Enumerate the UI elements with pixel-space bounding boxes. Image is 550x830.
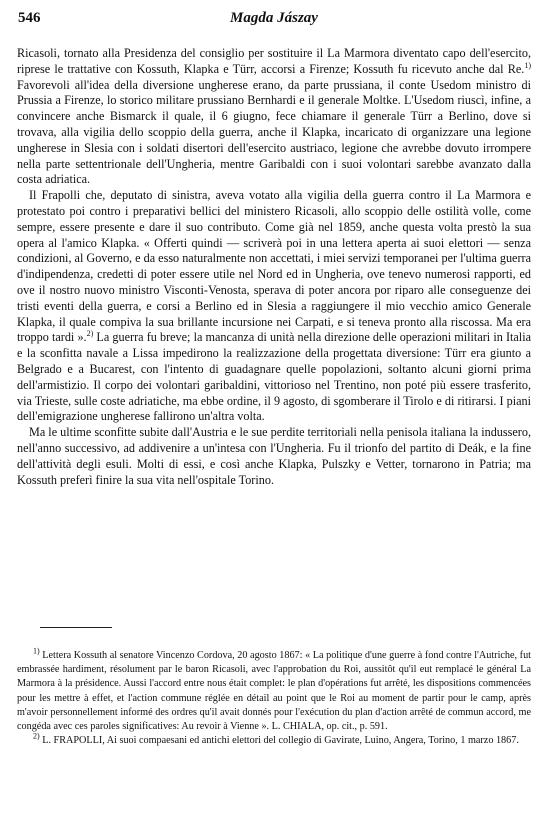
- footnote: [17, 731, 531, 748]
- paragraph: [17, 425, 531, 488]
- footnote-marker: 1): [33, 646, 40, 656]
- paragraph-text: Favorevoli all'idea della diversione ungherese erano, da parte prussiana, il conte Usedom ministro di Prussia a Firenze, lo storico militare prussiano Bernhardi e il generale Moltke. L'Usedom riuscì, infine, a convincere anche Bismarck il quale, il 6 giugno, fece chiamare il generale Türr a Berlino, dove si trovava, alla vigilia dello scoppio della guerra, anche il Klapka, incaricato di organizzare una legione ungherese in Slesia con i soldati disertori dell'esercito austriaco, legione che avrebbe dovuto irrompere nella parte settentrionale dell'Ungheria, mentre Garibaldi con i suoi volontari sarebbe avanzato dalla costa adriatica.: [17, 77, 531, 187]
- footnote-marker: 2): [33, 731, 40, 741]
- paragraph: [17, 46, 531, 188]
- page-number: 546: [18, 10, 41, 26]
- page-header: [18, 10, 530, 32]
- footnote-ref: 1): [524, 60, 531, 70]
- footnote-text: L. FRAPOLLI, Ai suoi compaesani ed antichi elettori del collegio di Gavirate, Luino, Angera, Torino, 1 marzo 1867.: [39, 735, 519, 747]
- main-text: [17, 46, 531, 488]
- footnotes: [17, 646, 531, 748]
- paragraph-text: Ricasoli, tornato alla Presidenza del consiglio per sostituire il La Marmora diventato capo dell'esercito, riprese le trattative con Kossuth, Klapka e Türr, accorsi a Firenze; Kossuth fu ricevuto anche dal Re.: [17, 46, 531, 76]
- footnote-separator: [40, 627, 112, 628]
- footnote-text: Lettera Kossuth al senatore Vincenzo Cordova, 20 agosto 1867: « La politique d'une guerre à fond contre l'Autriche, fut embrassée hardiment, résolument par le baron Ricasoli, avec l'approbation du Roi, aussitôt qu'il eut remplacé le général La Marmora à la présidence. Aussi l'accord entre nous était complet: le plan d'opérations fut arrêté, les dispositions commencées pour les mettre à effet, et l'action commune réglée en détail au point que le Roi au moment de partir pour le camp, après m'avoir personnellement informé des ordres qu'il avait donnés pour l'exécution du plan d'action arrêté de commun accord, me congéda avec ces paroles significatives: Au revoir à Vienne ». L. CHIALA, op. cit., p. 591.: [17, 650, 531, 733]
- paragraph-text: Ma le ultime sconfitte subite dall'Austria e le sue perdite territoriali nella penisola italiana la indussero, nell'anno successivo, ad addivenire a un'intesa con l'Ungheria. Fu il trionfo del partito di Deák, e la fine dell'attività degli esuli. Molti di essi, e così anche Klapka, Pulszky e Vetter, tornarono in Patria; ma Kossuth preferì finire la sua vita nell'ospitale Torino.: [17, 425, 531, 487]
- running-head: Magda Jászay: [230, 10, 318, 26]
- footnote: [17, 646, 531, 734]
- paragraph-text: Il Frapolli che, deputato di sinistra, aveva votato alla vigilia della guerra contro il La Marmora e protestato poi contro i preparativi bellici del ministero Ricasoli, allo scoppio delle ostilità volle, come sempre, essere presente e dare il suo contributo. Come già nel 1859, anche questa volta prestò la sua opera al l'amico Klapka. « Offerti quindi — scriverà poi in una lettera aperta ai suoi elettori — senza condizioni, al Governo, e da esso naturalmente non accettati, i miei servizi temporanei per l'ultima guerra d'indipendenza, credetti di poter essere utile nel Nord ed in Ungheria, ove tenevo numerosi rapporti, ed ove il nostro nuovo ministro Visconti-Venosta, sperava di poter ancora por riparo alle conseguenze dei tristi eventi della guerra, e corsi a Berlino ed in Slesia a raggiungere il mio vecchio amico Generale Klapka, il quale compiva la sua brillante incursione nei Carpati, e si teneva pronto alla riscossa. Ma era troppo tardi ».: [17, 188, 531, 345]
- paragraph: [17, 188, 531, 425]
- paragraph-text: La guerra fu breve; la mancanza di unità nella direzione delle operazioni militari in Italia e la sconfitta navale a Lissa impedirono la realizzazione della progettata diversione: Türr era giunto a Belgrado e a Bucarest, con l'intento di guadagnare quelle popolazioni, soltanto alcuni giorni prima dell'armistizio. Il corpo dei volontari garibaldini, vittorioso nel Trentino, non poté più essere trasferito, via Trieste, sulle coste adriatiche, ma ebbe ordine, il 9 agosto, di sgomberare il Tirolo e di ritirarsi. I piani dell'emigrazione ungherese fallirono un'altra volta.: [17, 330, 531, 424]
- footnote-ref: 2): [86, 329, 94, 339]
